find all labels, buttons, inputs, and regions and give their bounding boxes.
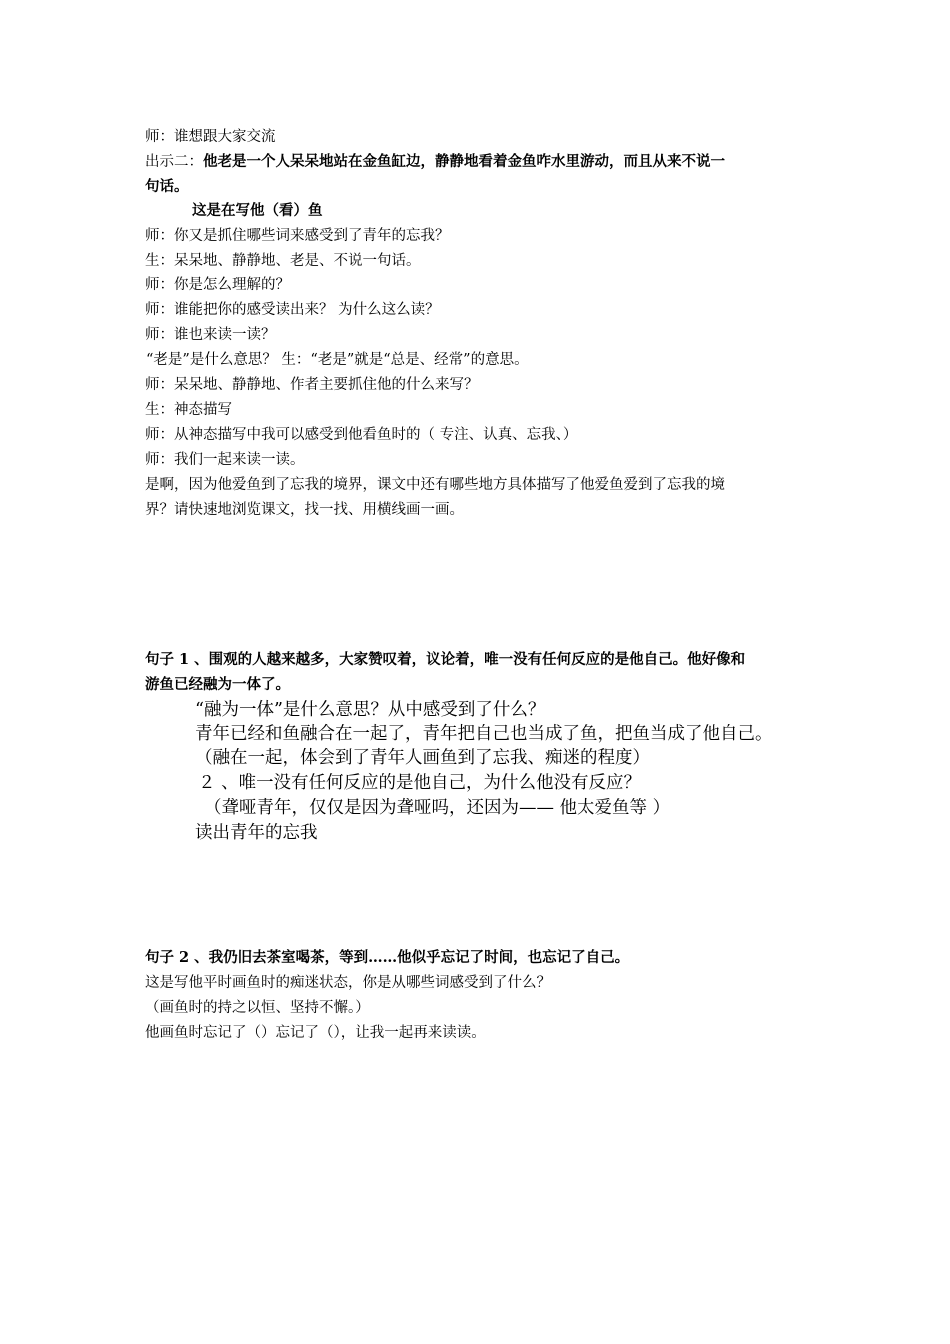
paragraph-line: 青年已经和鱼融合在一起了，青年把自己也当成了鱼，把鱼当成了他自己。 [195,724,773,744]
paragraph-line: 师：谁也来读一读？ [145,327,276,343]
paragraph-line: 师：从神态描写中我可以感受到他看鱼时的（ 专注、认真、忘我、） [145,427,578,443]
paragraph-line: 这是写他平时画鱼时的痴迷状态，你是从哪些词感受到了什么？ [145,975,551,991]
paragraph-line: （融在一起，体会到了青年人画鱼到了忘我、痴迷的程度） [195,748,650,768]
paragraph-line: 是啊，因为他爱鱼到了忘我的境界，课文中还有哪些地方具体描写了他爱鱼爱到了忘我的境 [145,477,725,493]
sentence-heading: 游鱼已经融为一体了。 [145,676,290,693]
paragraph-line: ２ 、唯一没有任何反应的是他自己，为什么他没有反应？ [198,773,642,793]
paragraph-line: “融为一体”是什么意思？从中感受到了什么？ [195,700,546,720]
paragraph-line: 师：你是怎么理解的？ [145,277,290,293]
paragraph-line: 这是在写他（看）鱼 [192,202,323,219]
paragraph-line: 界？请快速地浏览课文，找一找、用横线画一画。 [145,502,464,518]
paragraph-line: 师：我们一起来读一读。 [145,452,305,468]
paragraph-line: 师：呆呆地、静静地、作者主要抓住他的什么来写？ [145,377,479,393]
label-prefix: 出示二： [145,154,203,170]
paragraph-line [145,152,725,172]
paragraph-line: 句话。 [145,178,189,195]
paragraph-line: 读出青年的忘我 [195,823,318,843]
paragraph-line: 师：谁想跟大家交流 [145,129,276,145]
paragraph-line: （聋哑青年，仅仅是因为聋哑吗，还因为—— 他太爱鱼等 ） [204,798,671,818]
paragraph-line: （画鱼时的持之以恒、坚持不懈。） [145,1000,370,1016]
sentence-heading: 句子 2 、我仍旧去茶室喝茶，等到……他似乎忘记了时间，也忘记了自己。 [145,949,630,966]
paragraph-line: 生：神态描写 [145,402,232,418]
sentence-heading: 句子 1 、围观的人越来越多，大家赞叹着，议论着，唯一没有任何反应的是他自己。他好像和 [145,651,746,668]
paragraph-line: 他画鱼时忘记了（）忘记了（），让我一起再来读读。 [145,1025,486,1041]
paragraph-line: 师：谁能把你的感受读出来？ 为什么这么读？ [145,302,440,318]
paragraph-line: 生：呆呆地、静静地、老是、不说一句话。 [145,253,421,269]
paragraph-line: “老是”是什么意思？ 生：“老是”就是“总是、经常”的意思。 [146,352,529,368]
paragraph-line: 师：你又是抓住哪些词来感受到了青年的忘我？ [145,228,450,244]
quoted-sentence: 他老是一个人呆呆地站在金鱼缸边，静静地看着金鱼咋水里游动，而且从来不说一 [203,153,725,170]
